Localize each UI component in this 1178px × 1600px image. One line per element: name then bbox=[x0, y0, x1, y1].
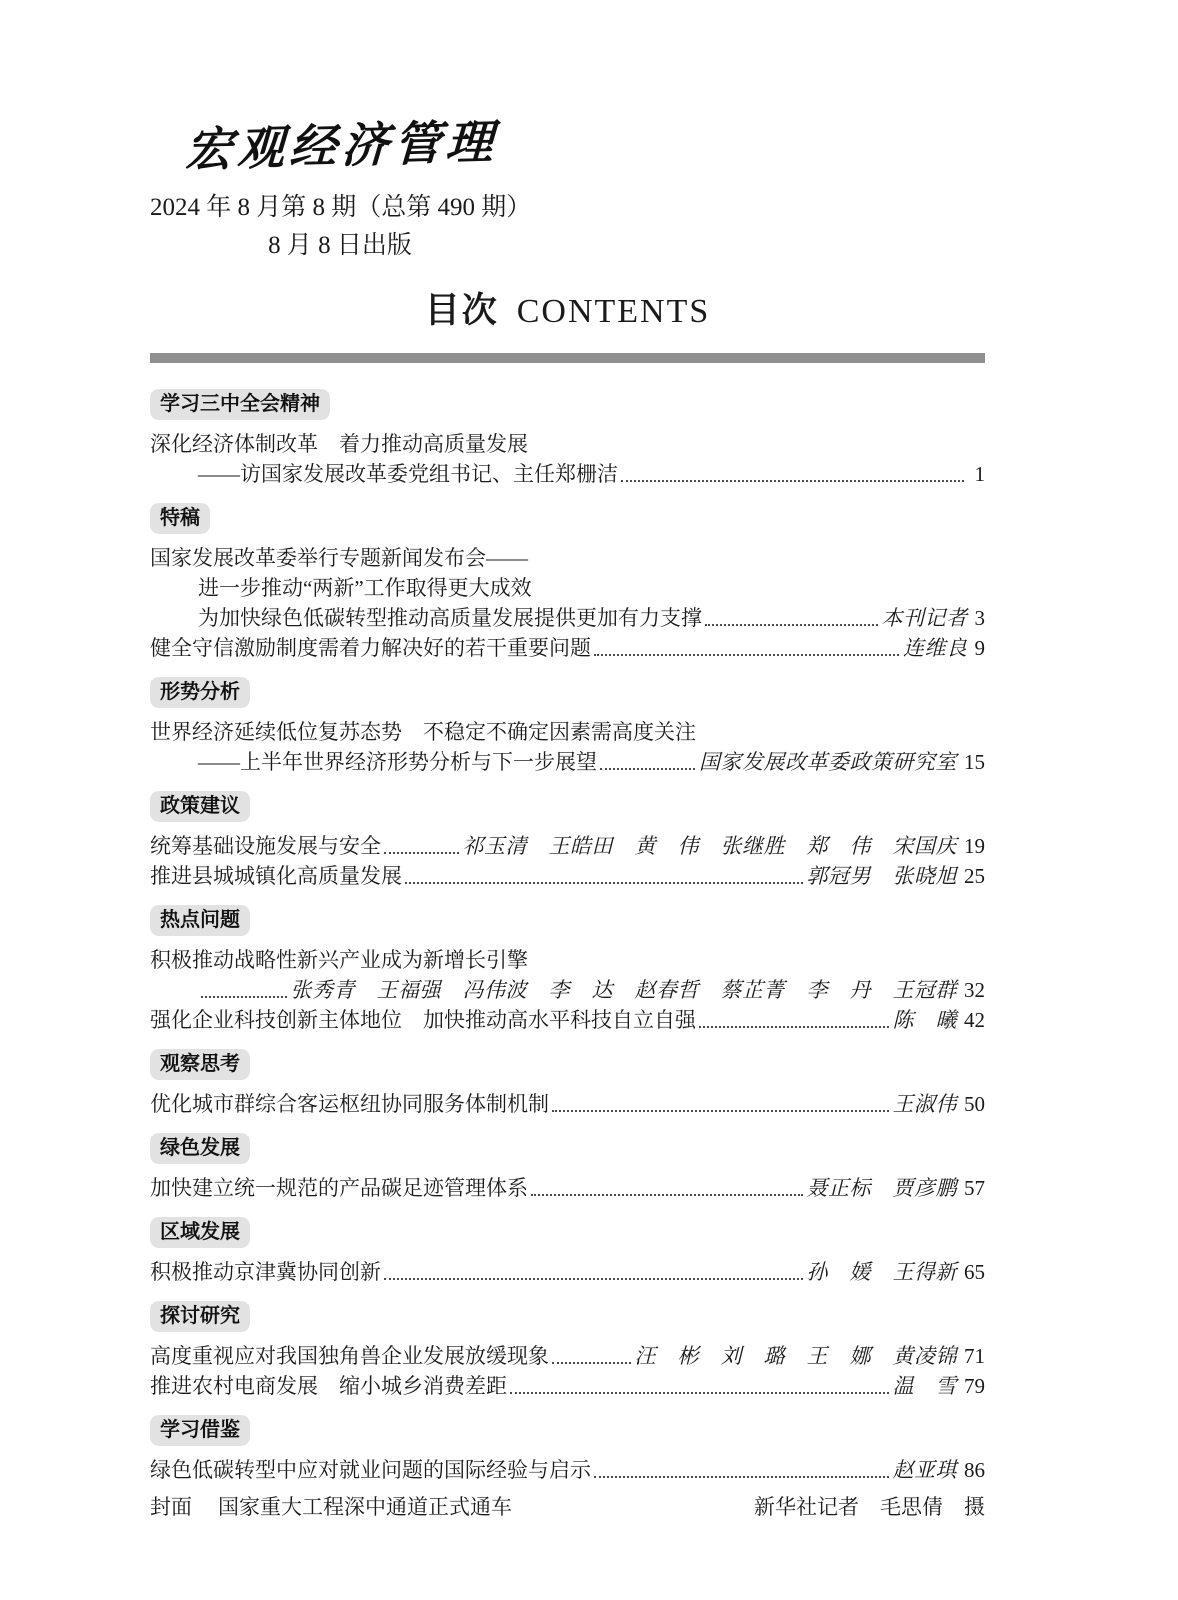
section-badge: 政策建议 bbox=[150, 791, 250, 822]
toc-entry-line bbox=[150, 573, 985, 603]
dot-leader bbox=[594, 1476, 889, 1478]
dot-leader bbox=[510, 1392, 889, 1394]
contents-title-cn: 目次 bbox=[424, 291, 499, 331]
page-number: 50 bbox=[964, 1092, 985, 1117]
contents-title bbox=[150, 283, 985, 333]
cover-credit: 新华社记者 毛思倩 摄 bbox=[754, 1495, 985, 1520]
article-title: 为加快绿色低碳转型推动高质量发展提供更加有力支撑 bbox=[198, 606, 702, 631]
article-title: 积极推动京津冀协同创新 bbox=[150, 1260, 381, 1285]
article-title: 加快建立统一规范的产品碳足迹管理体系 bbox=[150, 1176, 528, 1201]
toc-entry-line bbox=[150, 543, 985, 573]
dot-leader bbox=[600, 768, 695, 770]
article-authors: 赵亚琪 bbox=[892, 1458, 957, 1483]
article-authors: 孙 媛 王得新 bbox=[806, 1260, 957, 1285]
toc-entry-line bbox=[150, 861, 985, 891]
dot-leader bbox=[405, 882, 803, 884]
toc-entry-line bbox=[150, 1005, 985, 1035]
article-authors: 国家发展改革委政策研究室 bbox=[699, 750, 957, 775]
article-title: 推进农村电商发展 缩小城乡消费差距 bbox=[150, 1374, 507, 1399]
dot-leader bbox=[552, 1362, 631, 1364]
dot-leader bbox=[699, 1026, 889, 1028]
article-authors: 陈 曦 bbox=[892, 1008, 957, 1033]
toc-entry-line bbox=[150, 945, 985, 975]
dot-leader bbox=[384, 852, 459, 854]
dot-leader bbox=[705, 624, 878, 626]
toc-entry-line bbox=[150, 429, 985, 459]
section-badge: 区域发展 bbox=[150, 1217, 250, 1248]
toc-entry-line bbox=[150, 717, 985, 747]
article-authors: 本刊记者 bbox=[881, 606, 968, 631]
toc-entry-line bbox=[150, 1371, 985, 1401]
page-number: 1 bbox=[974, 462, 985, 487]
dot-leader bbox=[201, 996, 287, 998]
cover-label: 封面 bbox=[150, 1495, 192, 1520]
section-badge: 绿色发展 bbox=[150, 1133, 250, 1164]
toc-entry-line bbox=[150, 603, 985, 633]
section-badge: 特稿 bbox=[150, 503, 210, 534]
article-authors: 温 雪 bbox=[892, 1374, 957, 1399]
toc-entry-line bbox=[150, 1173, 985, 1203]
page-number: 79 bbox=[964, 1374, 985, 1399]
article-title: ——上半年世界经济形势分析与下一步展望 bbox=[198, 750, 597, 775]
page-number: 3 bbox=[974, 606, 985, 631]
article-title: 积极推动战略性新兴产业成为新增长引擎 bbox=[150, 948, 528, 973]
masthead bbox=[150, 114, 532, 261]
article-title: 健全守信激励制度需着力解决好的若干重要问题 bbox=[150, 636, 591, 661]
article-title: 强化企业科技创新主体地位 加快推动高水平科技自立自强 bbox=[150, 1008, 696, 1033]
page-number: 57 bbox=[964, 1176, 985, 1201]
cover-note bbox=[150, 1492, 985, 1522]
page-number: 19 bbox=[964, 834, 985, 859]
article-authors: 祁玉清 王皓田 黄 伟 张继胜 郑 伟 宋国庆 bbox=[462, 834, 957, 859]
article-title: 深化经济体制改革 着力推动高质量发展 bbox=[150, 432, 528, 457]
divider-bar bbox=[150, 353, 985, 363]
page-number: 65 bbox=[964, 1260, 985, 1285]
toc-entry-line bbox=[150, 1257, 985, 1287]
toc-entry-line bbox=[150, 975, 985, 1005]
dot-leader bbox=[384, 1278, 803, 1280]
toc-entry-line bbox=[150, 1341, 985, 1371]
toc-list bbox=[150, 389, 985, 1485]
toc-entry-line bbox=[150, 1089, 985, 1119]
article-title: 统筹基础设施发展与安全 bbox=[150, 834, 381, 859]
toc-entry-line bbox=[150, 747, 985, 777]
page-number: 32 bbox=[964, 978, 985, 1003]
cover-title: 国家重大工程深中通道正式通车 bbox=[218, 1495, 512, 1520]
dot-leader bbox=[552, 1110, 889, 1112]
toc-entry-line bbox=[150, 1455, 985, 1485]
contents-title-en: CONTENTS bbox=[516, 293, 711, 331]
article-title: 优化城市群综合客运枢纽协同服务体制机制 bbox=[150, 1092, 549, 1117]
article-authors: 张秀青 王福强 冯伟波 李 达 赵春哲 蔡芷菁 李 丹 王冠群 bbox=[290, 978, 957, 1003]
page-number: 42 bbox=[964, 1008, 985, 1033]
article-title: 世界经济延续低位复苏态势 不稳定不确定因素需高度关注 bbox=[150, 720, 696, 745]
article-authors: 汪 彬 刘 璐 王 娜 黄凌锦 bbox=[634, 1344, 957, 1369]
toc-entry-line bbox=[150, 831, 985, 861]
article-authors: 聂正标 贾彦鹏 bbox=[806, 1176, 957, 1201]
section-badge: 观察思考 bbox=[150, 1049, 250, 1080]
article-authors: 连维良 bbox=[903, 636, 968, 661]
section-badge: 形势分析 bbox=[150, 677, 250, 708]
cover-caption bbox=[150, 1492, 512, 1522]
toc-entry-line bbox=[150, 459, 985, 489]
toc-entry-line bbox=[150, 633, 985, 663]
page-number: 71 bbox=[964, 1344, 985, 1369]
article-authors: 王淑伟 bbox=[892, 1092, 957, 1117]
page-number: 25 bbox=[964, 864, 985, 889]
issue-line: 2024 年 8 月第 8 期（总第 490 期） bbox=[150, 194, 532, 222]
publish-date-line: 8 月 8 日出版 bbox=[268, 232, 412, 260]
dot-leader bbox=[621, 480, 964, 482]
section-badge: 学习借鉴 bbox=[150, 1415, 250, 1446]
article-title: 高度重视应对我国独角兽企业发展放缓现象 bbox=[150, 1344, 549, 1369]
dot-leader bbox=[594, 654, 899, 656]
article-title: 推进县城城镇化高质量发展 bbox=[150, 864, 402, 889]
article-title: 国家发展改革委举行专题新闻发布会—— bbox=[150, 546, 528, 571]
journal-logo: 宏观经济管理 bbox=[184, 114, 499, 179]
article-title: 绿色低碳转型中应对就业问题的国际经验与启示 bbox=[150, 1458, 591, 1483]
section-badge: 热点问题 bbox=[150, 905, 250, 936]
page-number: 15 bbox=[964, 750, 985, 775]
article-title: ——访国家发展改革委党组书记、主任郑栅洁 bbox=[198, 462, 618, 487]
section-badge: 学习三中全会精神 bbox=[150, 389, 330, 420]
article-authors: 郭冠男 张晓旭 bbox=[806, 864, 957, 889]
article-title: 进一步推动“两新”工作取得更大成效 bbox=[198, 576, 532, 601]
dot-leader bbox=[531, 1194, 803, 1196]
page-number: 9 bbox=[974, 636, 985, 661]
page-number: 86 bbox=[964, 1458, 985, 1483]
section-badge: 探讨研究 bbox=[150, 1301, 250, 1332]
